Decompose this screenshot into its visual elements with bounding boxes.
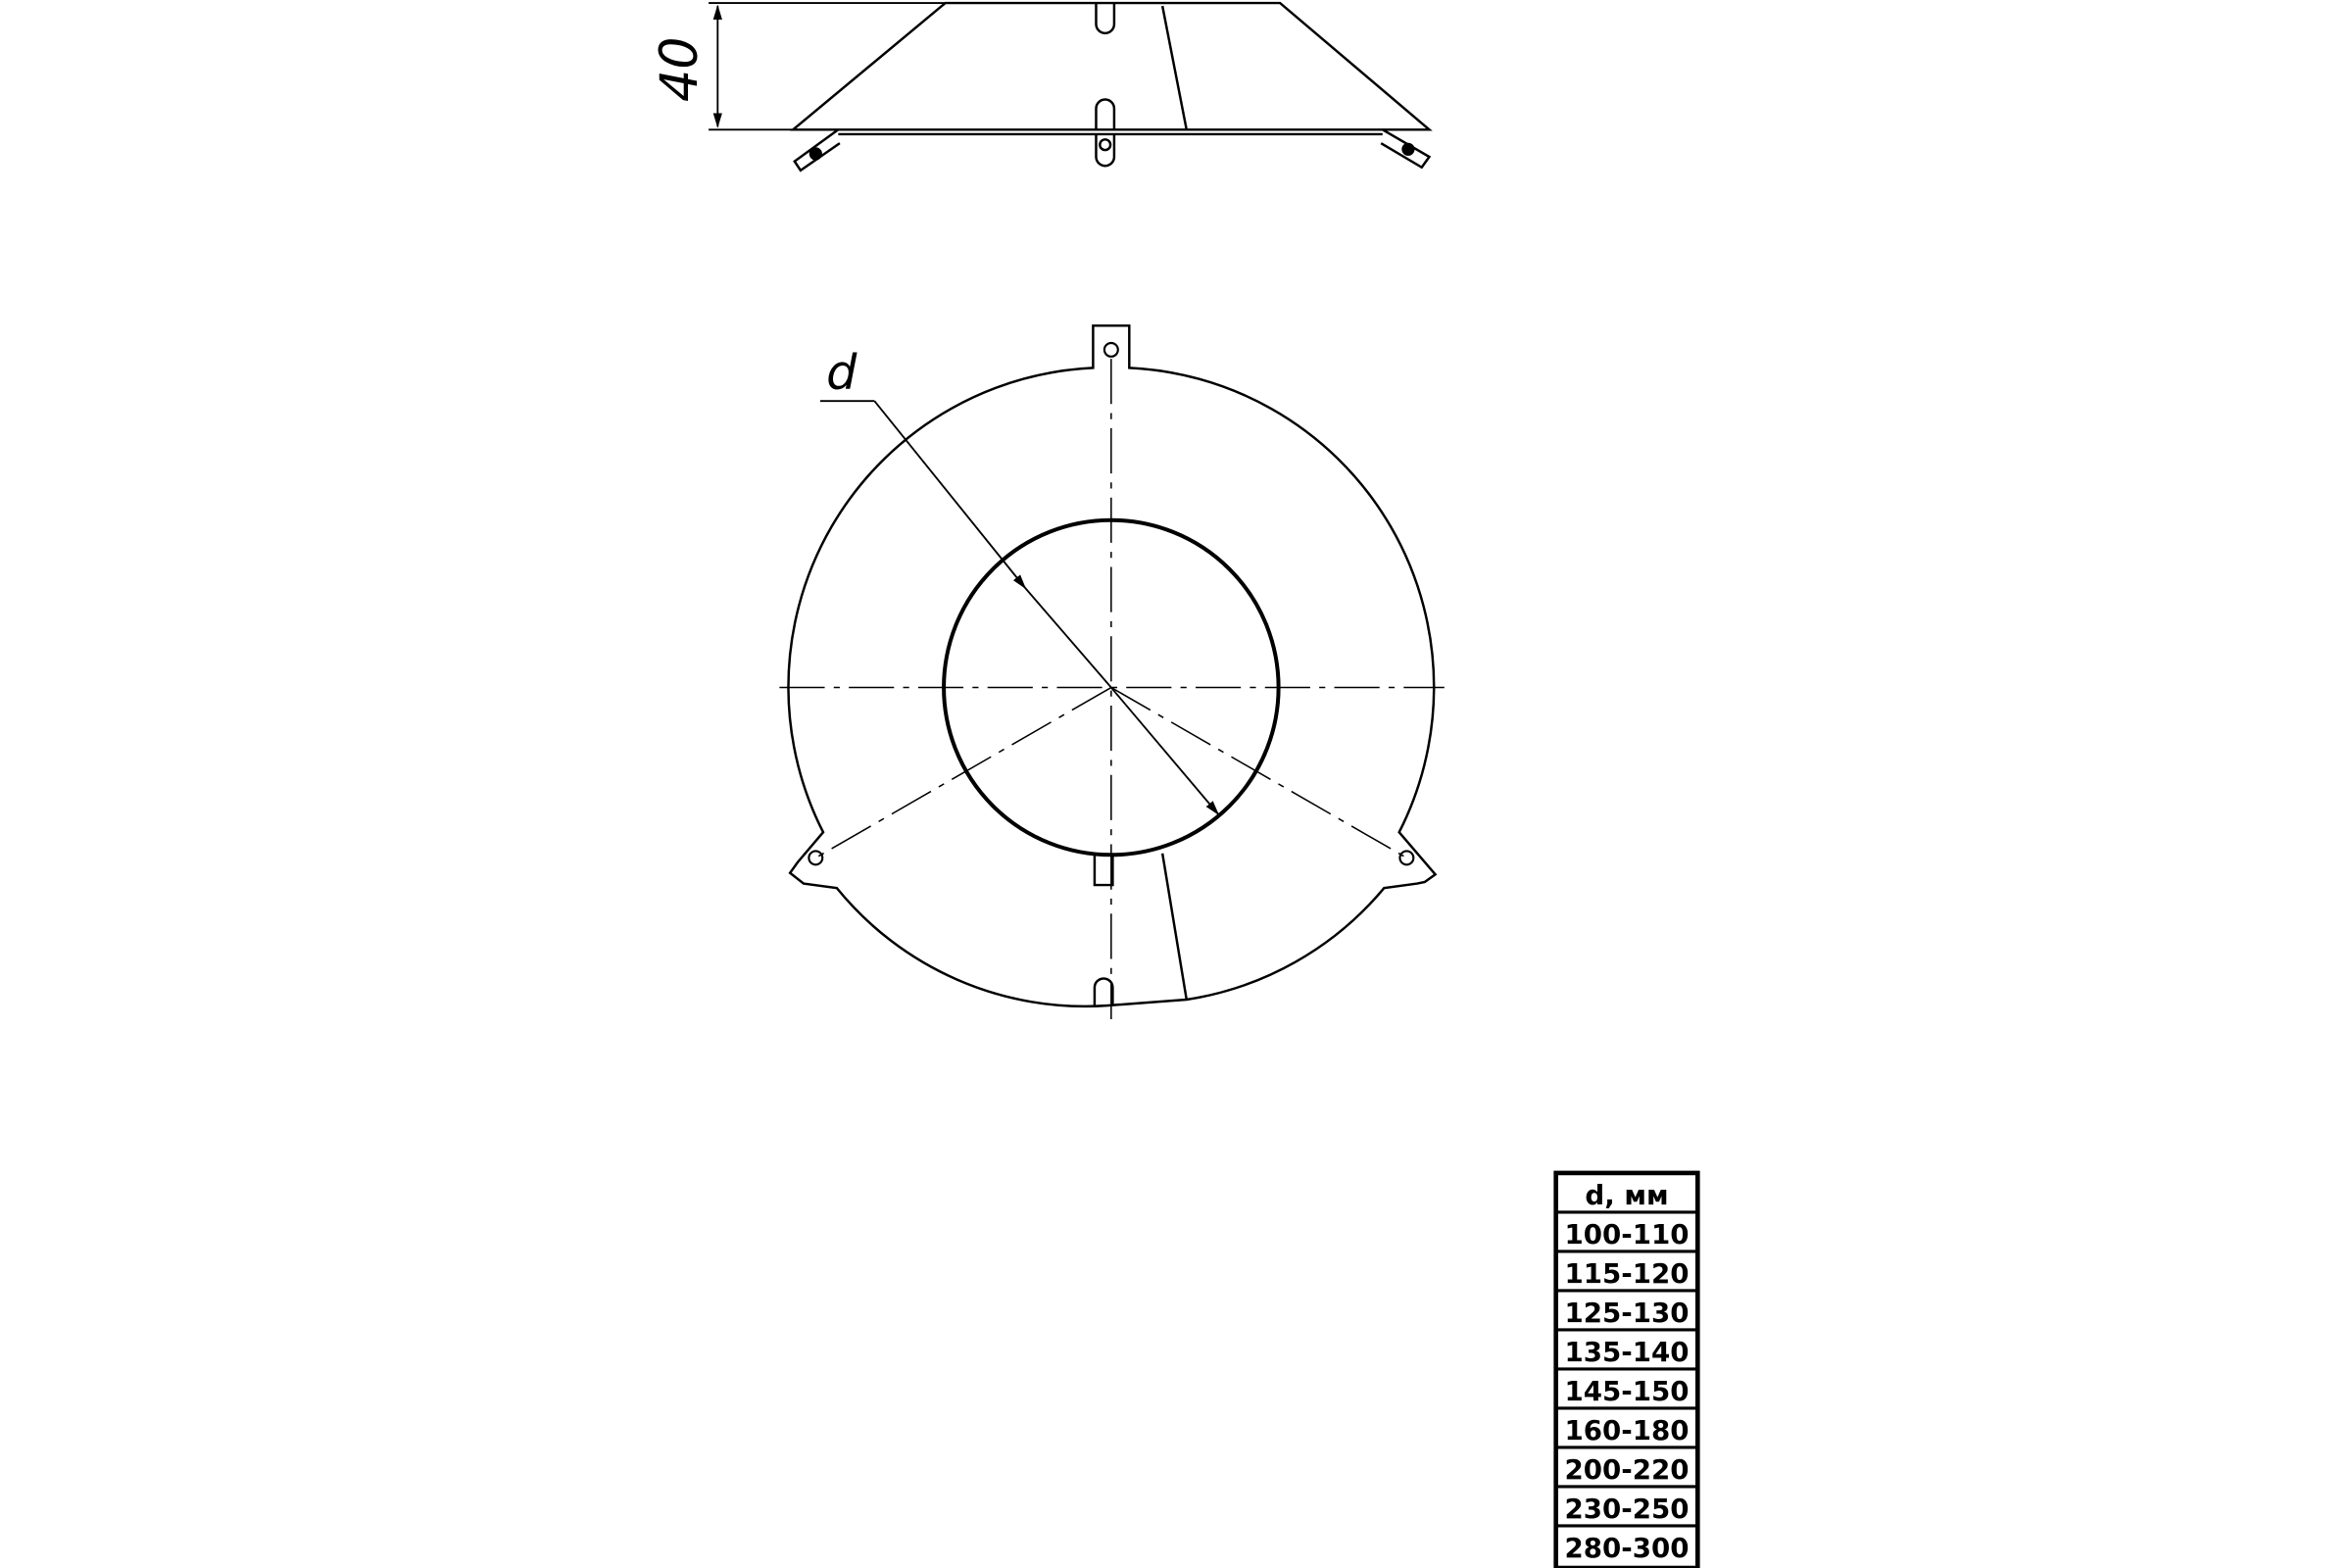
table-row: 115-120 xyxy=(1564,1257,1690,1291)
side-view xyxy=(793,3,1429,171)
ring-slot-upper xyxy=(1095,855,1112,885)
lower-slot xyxy=(1096,100,1113,130)
top-slot xyxy=(1096,3,1113,33)
left-tab-hole xyxy=(810,149,821,160)
right-tab-hole xyxy=(1403,144,1414,155)
center-tab-hole xyxy=(1100,139,1110,150)
plan-view xyxy=(779,325,1444,1019)
seam-line xyxy=(1162,6,1187,129)
left-tab-hole xyxy=(808,851,822,864)
table-row: 160-180 xyxy=(1564,1414,1690,1447)
height-label: 40 xyxy=(649,36,710,103)
diameter-label: d xyxy=(826,343,858,401)
table-row: 200-220 xyxy=(1564,1453,1690,1487)
top-tab-hole xyxy=(1104,343,1118,357)
table-row: 280-300 xyxy=(1564,1532,1690,1565)
table-row: 230-250 xyxy=(1564,1493,1690,1526)
table-row: 135-140 xyxy=(1564,1336,1690,1369)
ring-seam xyxy=(1162,854,1187,1000)
cone-outline xyxy=(793,3,1429,129)
table-row: 125-130 xyxy=(1564,1297,1690,1330)
table-header: d, мм xyxy=(1585,1179,1669,1212)
table-row: 100-110 xyxy=(1564,1218,1690,1251)
right-tab-hole xyxy=(1399,851,1413,864)
ring-slot-lower xyxy=(1095,978,1112,1005)
height-dimension xyxy=(709,3,946,129)
size-table xyxy=(1556,1173,1698,1568)
table-row: 145-150 xyxy=(1564,1375,1690,1408)
